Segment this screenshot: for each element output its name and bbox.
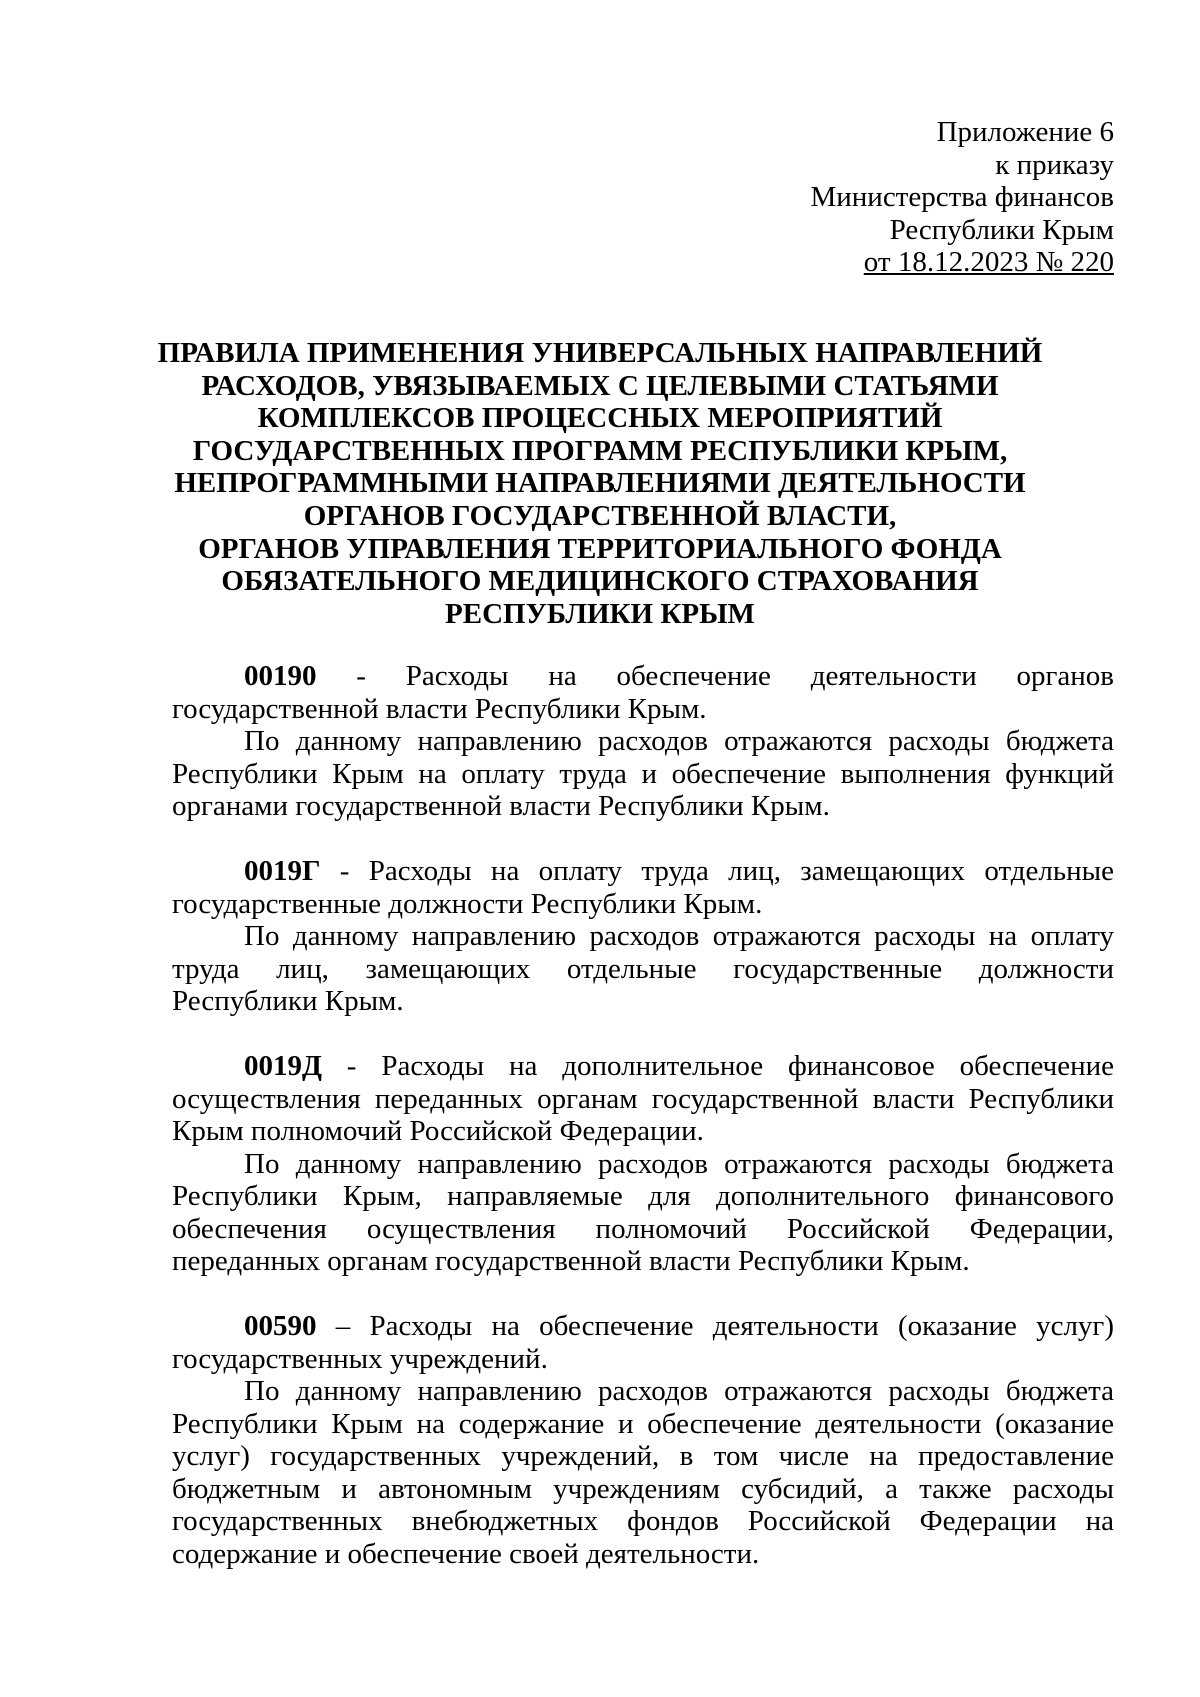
entry-description: По данному направлению расходов отражаются расходы на оплату труда лиц, замещающих отдельные государственные должности Республики Крым. — [172, 920, 1114, 1017]
title-line: РЕСПУБЛИКИ КРЫМ — [445, 597, 755, 630]
expense-direction-entry — [172, 1050, 1114, 1278]
title-line: НЕПРОГРАММНЫМИ НАПРАВЛЕНИЯМИ ДЕЯТЕЛЬНОСТИ — [174, 467, 1026, 500]
expense-direction-entry — [172, 660, 1114, 823]
entry-heading — [172, 660, 1114, 725]
order-date-number: от 18.12.2023 № 220 — [863, 246, 1114, 278]
direction-code: 00590 — [244, 1310, 317, 1342]
attachment-block — [810, 116, 1114, 279]
entry-heading — [172, 855, 1114, 920]
attachment-line: Республики Крым — [889, 213, 1114, 246]
title-line: ГОСУДАРСТВЕННЫХ ПРОГРАММ РЕСПУБЛИКИ КРЫМ, — [192, 434, 1008, 467]
document-body — [172, 660, 1114, 1603]
expense-direction-entry — [172, 855, 1114, 1018]
attachment-line: Приложение 6 — [936, 116, 1114, 148]
title-line: ОБЯЗАТЕЛЬНОГО МЕДИЦИНСКОГО СТРАХОВАНИЯ — [221, 565, 979, 598]
title-line: ОРГАНОВ УПРАВЛЕНИЯ ТЕРРИТОРИАЛЬНОГО ФОНДА — [198, 532, 1002, 565]
document-title — [140, 337, 1060, 630]
entry-description: По данному направлению расходов отражаются расходы бюджета Республики Крым на содержание и обеспечение деятельности (оказание услуг) государственных учреждений, в том числе на предоставление бюджетным и автономным учреждениям субсидий, а также расходы государственных внебюджетных фондов Российской Федерации на содержание и обеспечение своей деятельности. — [172, 1375, 1114, 1570]
title-line: КОМПЛЕКСОВ ПРОЦЕССНЫХ МЕРОПРИЯТИЙ — [257, 402, 943, 435]
entry-description: По данному направлению расходов отражаются расходы бюджета Республики Крым на оплату труда и обеспечение выполнения функций органами государственной власти Республики Крым. — [172, 725, 1114, 822]
title-line: ОРГАНОВ ГОСУДАРСТВЕННОЙ ВЛАСТИ, — [303, 499, 897, 532]
direction-code: 00190 — [244, 660, 317, 692]
entry-description: По данному направлению расходов отражаются расходы бюджета Республики Крым, направляемые для дополнительного финансового обеспечения осуществления полномочий Российской Федерации, переданных органам государственной власти Республики Крым. — [172, 1147, 1114, 1277]
direction-title: - Расходы на оплату труда лиц, замещающих отдельные государственные должности Республики Крым. — [172, 855, 1114, 920]
entry-heading — [172, 1310, 1114, 1375]
attachment-line: к приказу — [995, 148, 1114, 181]
direction-code: 0019Г — [244, 855, 321, 887]
title-line: РАСХОДОВ, УВЯЗЫВАЕМЫХ С ЦЕЛЕВЫМИ СТАТЬЯМИ — [201, 369, 999, 402]
direction-code: 0019Д — [244, 1050, 322, 1082]
direction-title: – Расходы на обеспечение деятельности (оказание услуг) государственных учреждений. — [172, 1310, 1114, 1375]
entry-heading — [172, 1050, 1114, 1148]
direction-title: - Расходы на дополнительное финансовое обеспечение осуществления переданных органам государственной власти Республики Крым полномочий Российской Федерации. — [172, 1050, 1114, 1147]
expense-direction-entry — [172, 1310, 1114, 1570]
direction-title: - Расходы на обеспечение деятельности органов государственной власти Республики Крым. — [172, 660, 1114, 725]
attachment-line: Министерства финансов — [810, 181, 1114, 213]
title-line: ПРАВИЛА ПРИМЕНЕНИЯ УНИВЕРСАЛЬНЫХ НАПРАВЛЕНИЙ — [157, 337, 1043, 369]
